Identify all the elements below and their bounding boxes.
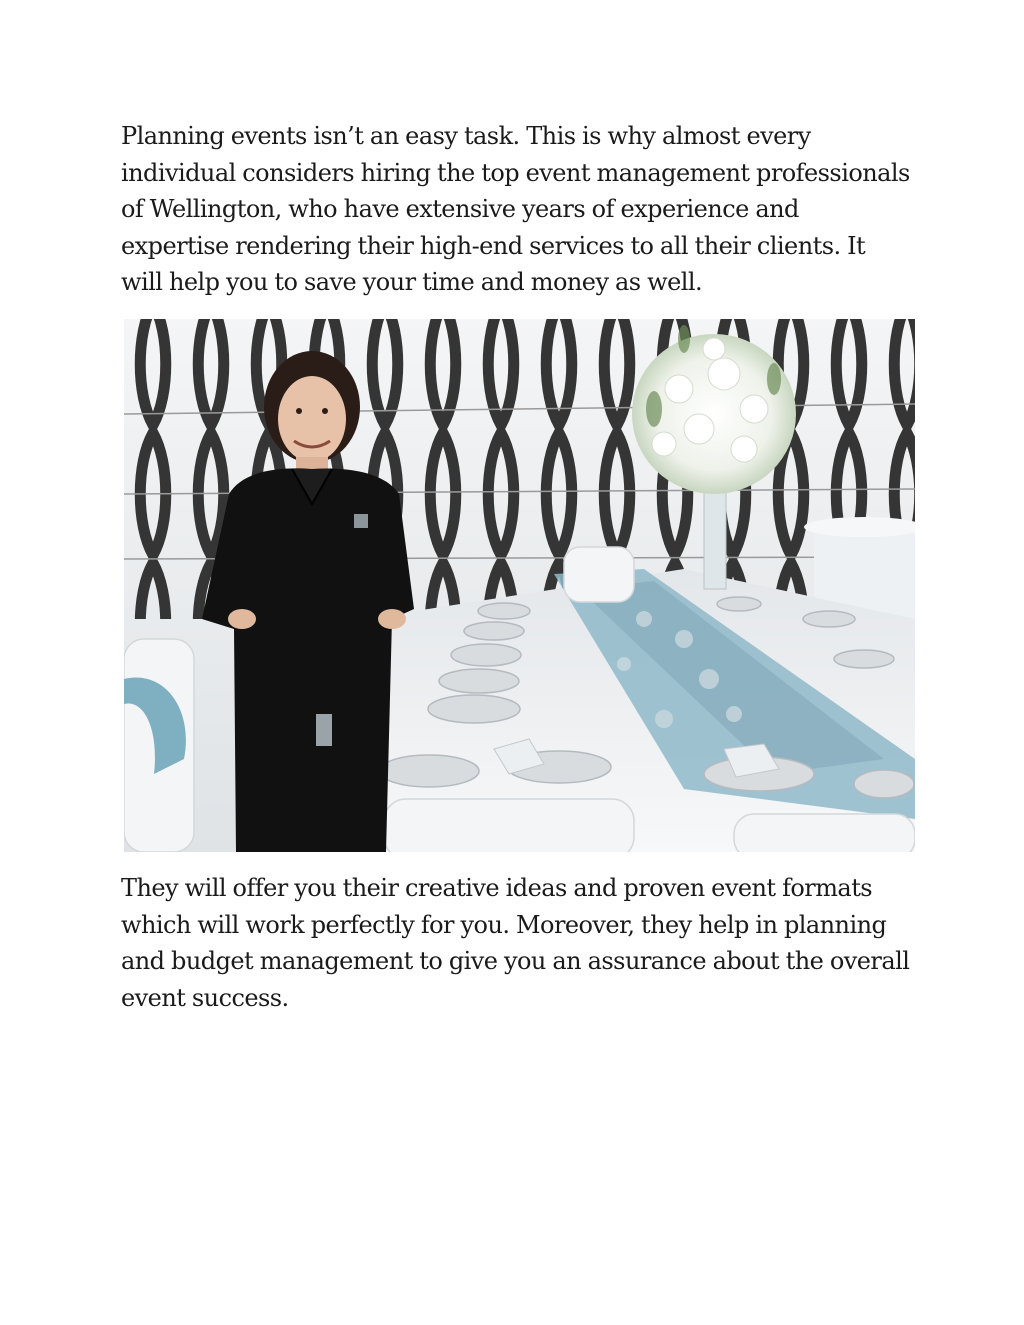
woman-face xyxy=(278,376,346,462)
intro-paragraph: Planning events isn’t an easy task. This is why almost every individual considers hiring the top event management professionals of Wellington, who have extensive years of experience and expertise rendering their high-end services to all their clients. It will help you to save your time and money as well. xyxy=(121,122,910,296)
closing-paragraph: They will offer you their creative ideas and proven event formats which will work perfectly for you. Moreover, they help in planning and budget management to give you an assurance about the overall event success. xyxy=(121,874,910,1012)
event-staff-photo xyxy=(124,319,915,852)
